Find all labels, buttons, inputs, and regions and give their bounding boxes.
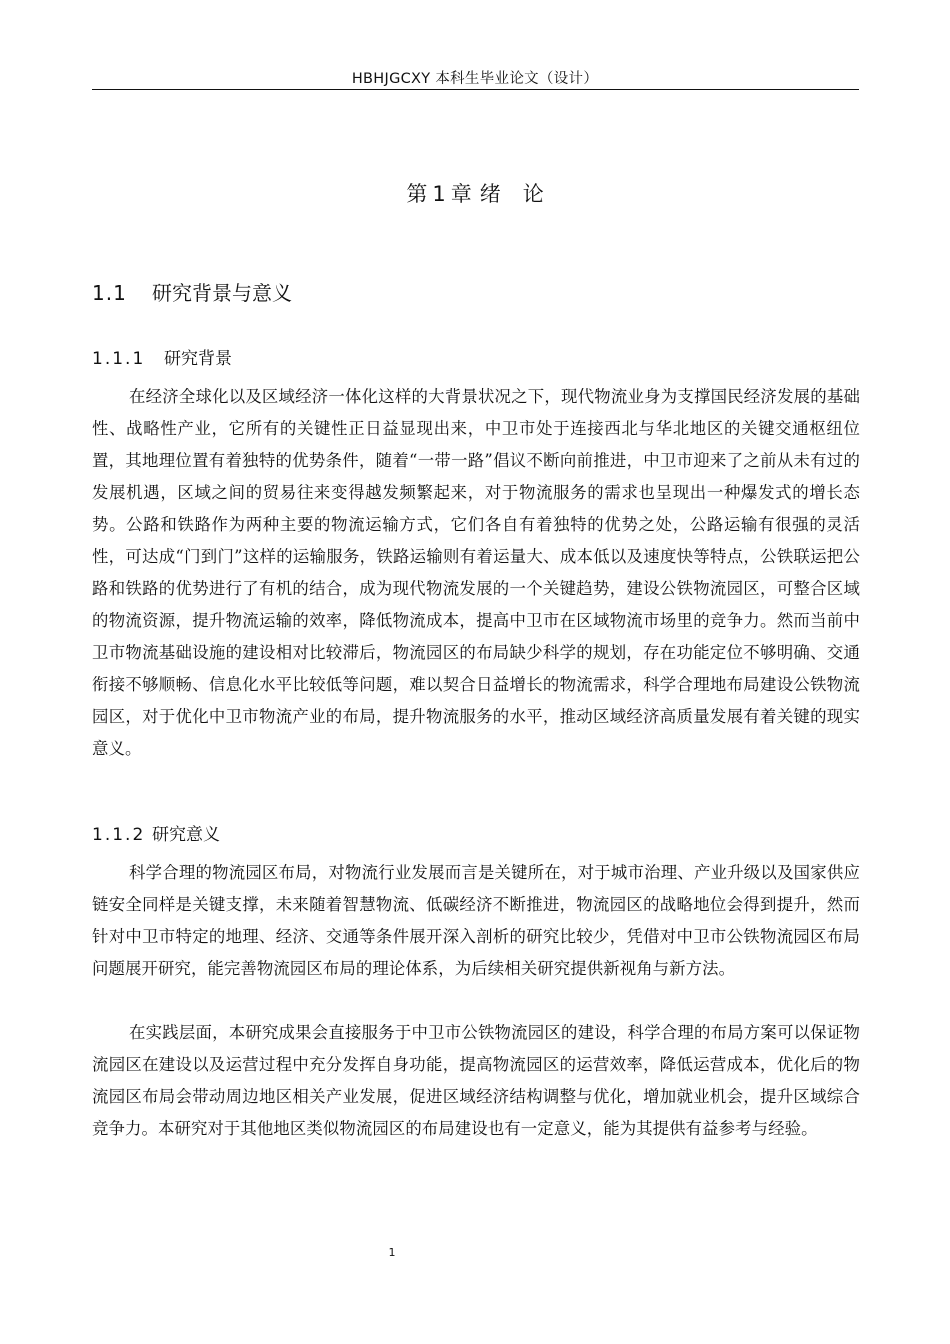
chapter-title-part1: 绪 [479, 182, 501, 206]
header-rule [92, 89, 859, 90]
chapter-title-part2: 论 [522, 182, 544, 206]
page-number: 1 [388, 1246, 396, 1259]
subsection-number: 1.1.2 [92, 825, 146, 845]
section-heading [92, 277, 292, 306]
subsection-heading-significance [92, 820, 220, 845]
subsection-title: 研究意义 [152, 825, 220, 845]
chapter-label: 第 [406, 182, 428, 206]
subsection-title: 研究背景 [164, 349, 232, 369]
chapter-title [92, 178, 858, 208]
section-number: 1.1 [92, 281, 127, 305]
running-header: HBHJGCXY 本科生毕业论文（设计） [351, 71, 599, 87]
subsection-number: 1.1.1 [92, 349, 146, 369]
chapter-number: 1 [432, 182, 446, 206]
subsection-heading-background [92, 344, 232, 369]
chapter-unit: 章 [450, 182, 472, 206]
paragraph-significance-practice: 在实践层面，本研究成果会直接服务于中卫市公铁物流园区的建设，科学合理的布局方案可以保证物流园区在建设以及运营过程中充分发挥自身功能，提高物流园区的运营效率，降低运营成本，优化后的物流园区布局会带动周边地区相关产业发展，促进区域经济结构调整与优化，增加就业机会，提升区域综合竞争力。本研究对于其他地区类似物流园区的布局建设也有一定意义，能为其提供有益参考与经验。 [92, 1023, 860, 1138]
section-title: 研究背景与意义 [152, 281, 292, 305]
paragraph-background: 在经济全球化以及区域经济一体化这样的大背景状况之下，现代物流业身为支撑国民经济发展的基础性、战略性产业，它所有的关键性正日益显现出来，中卫市处于连接西北与华北地区的关键交通枢纽位置，其地理位置有着独特的优势条件，随着“一带一路”倡议不断向前推进，中卫市迎来了之前从未有过的发展机遇，区域之间的贸易往来变得越发频繁起来，对于物流服务的需求也呈现出一种爆发式的增长态势。公路和铁路作为两种主要的物流运输方式，它们各自有着独特的优势之处，公路运输有很强的灵活性，可达成“门到门”这样的运输服务，铁路运输则有着运量大、成本低以及速度快等特点，公铁联运把公路和铁路的优势进行了有机的结合，成为现代物流发展的一个关键趋势，建设公铁物流园区，可整合区域的物流资源，提升物流运输的效率，降低物流成本，提高中卫市在区域物流市场里的竞争力。然而当前中卫市物流基础设施的建设相对比较滞后，物流园区的布局缺少科学的规划，存在功能定位不够明确、交通衔接不够顺畅、信息化水平比较低等问题，难以契合日益增长的物流需求，科学合理地布局建设公铁物流园区，对于优化中卫市物流产业的布局，提升物流服务的水平，推动区域经济高质量发展有着关键的现实意义。 [92, 387, 860, 758]
paragraph-significance-theory: 科学合理的物流园区布局，对物流行业发展而言是关键所在，对于城市治理、产业升级以及国家供应链安全同样是关键支撑，未来随着智慧物流、低碳经济不断推进，物流园区的战略地位会得到提升，然而针对中卫市特定的地理、经济、交通等条件展开深入剖析的研究比较少，凭借对中卫市公铁物流园区布局问题展开研究，能完善物流园区布局的理论体系，为后续相关研究提供新视角与新方法。 [92, 863, 860, 978]
